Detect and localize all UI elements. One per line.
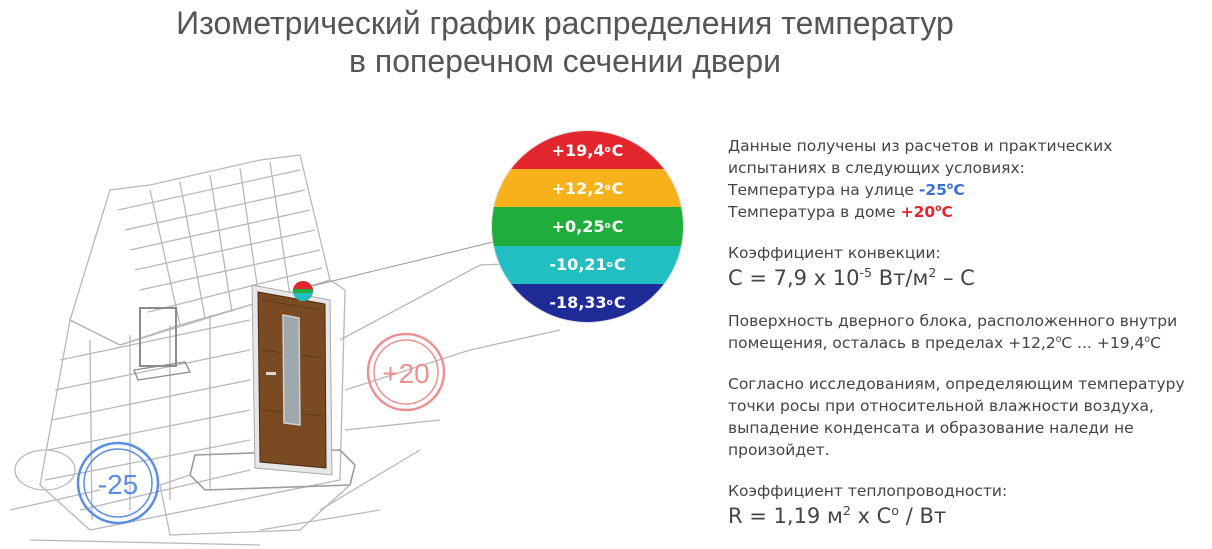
legend-band-1: +19,4 o С [492,131,683,169]
legend-band-4: -10,21 o С [492,246,683,284]
title-line-1: Изометрический график распределения температур [176,5,954,41]
inside-temp-value: $+20^оС$ [900,202,953,221]
legend-value: +19,4 [551,140,605,160]
page-title [0,4,1130,80]
convection-block: Коэффициент конвекции: С = 7,9 х $10^{-5}$ $Вт/м^2$ – С [728,244,975,290]
conditions-block: Данные получены из расчетов и практических испытаниях в следующих условиях: Температура на улице $-25^оС$ Температура в доме $+20^оС$ [728,137,1113,221]
inside-badge-label: +20 [382,358,430,389]
conductivity-formula: R = 1,19 $м^2$ х $С^о$ / Вт [728,503,947,528]
legend-value: -10,21 [549,255,607,275]
outside-badge-label: -25 [97,469,139,500]
conductivity-block: Коэффициент теплопроводности: R = 1,19 $м^2$ х $С^о$ / Вт [728,482,1008,528]
door-glass [283,315,300,425]
research-block: Согласно исследованиям, определяющим температуру точки росы при относительной влажности воздуха, выпадение конденсата и образование наледи не произойдет. [728,375,1185,459]
legend-unit: С [611,140,624,160]
convection-formula: С = 7,9 х $10^{-5}$ $Вт/м^2$ – С [728,265,975,290]
outside-temperature-badge [78,443,158,523]
legend-unit: С [613,293,626,313]
legend-unit: С [611,178,624,198]
legend-value: +12,2 [551,178,605,198]
legend-value: +0,25 [551,216,605,236]
info-panel [728,135,1208,530]
legend-value: -18,33 [549,293,607,313]
legend-unit: С [613,255,626,275]
legend-unit: С [611,216,624,236]
legend-band-5: -18,33 o С [492,284,683,322]
thermal-marker [293,281,313,301]
title-line-2: в поперечном сечении двери [349,43,781,79]
inside-temperature-badge [368,334,444,410]
surface-block: Поверхность дверного блока, расположенного внутри помещения, осталась в пределах $+12,2^оС$ ... $+19,4^оС$ [728,312,1178,352]
legend-band-3: +0,25 o С [492,207,683,245]
temperature-legend [491,130,684,323]
door-handle [266,372,276,375]
outside-temp-value: $-25^оС$ [918,180,965,199]
legend-band-2: +12,2 o С [492,169,683,207]
pointer-line [312,242,493,286]
